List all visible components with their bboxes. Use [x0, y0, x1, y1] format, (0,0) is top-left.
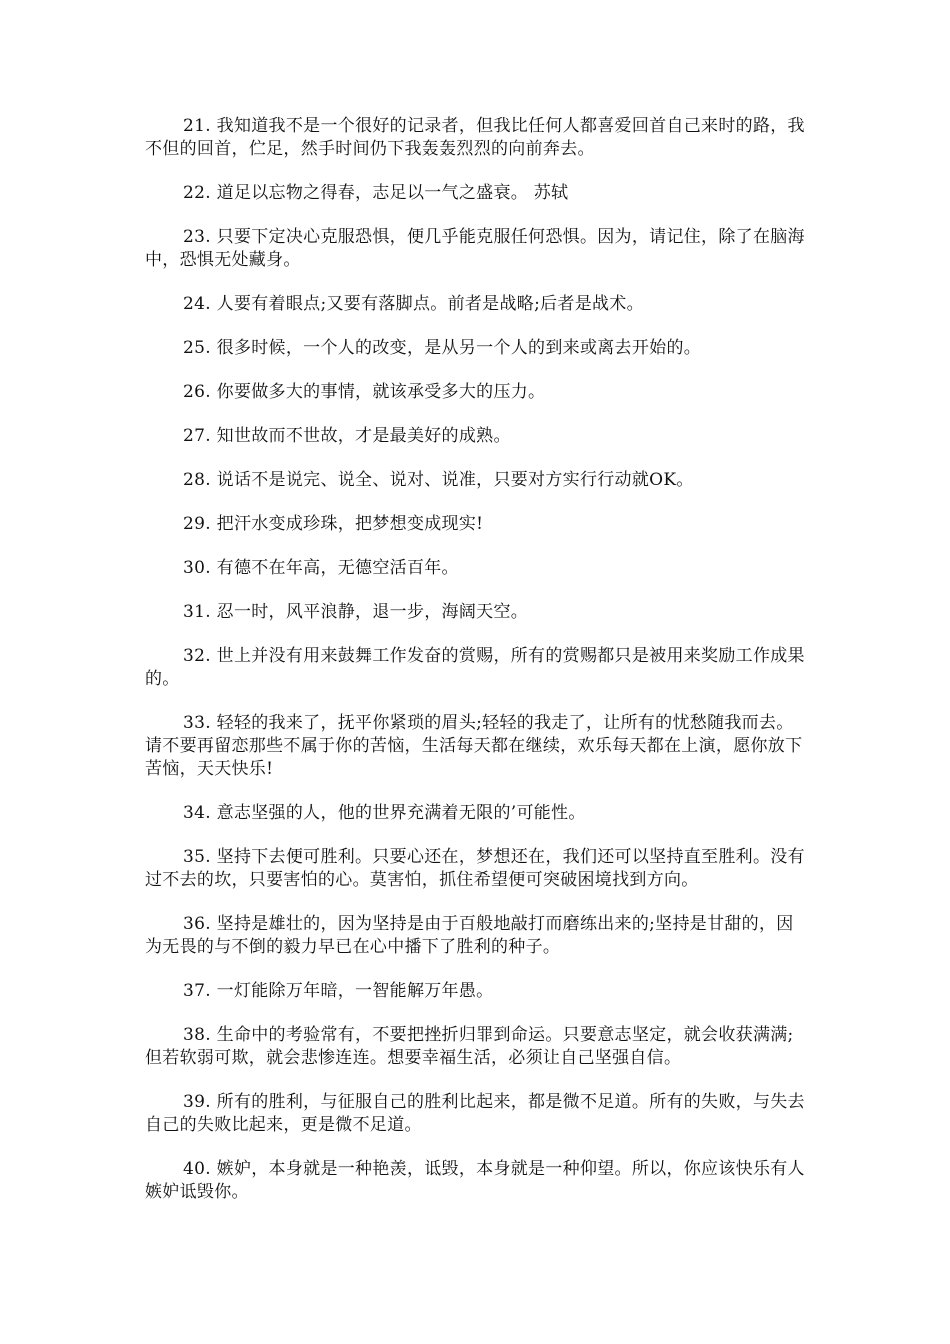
paragraph-21: 21. 我知道我不是一个很好的记录者，但我比任何人都喜爱回首自己来时的路，我不但的回首，伫足，然手时间仍下我轰轰烈烈的向前奔去。 — [145, 116, 805, 159]
paragraph-30: 30. 有德不在年高，无德空活百年。 — [183, 558, 459, 578]
paragraph-32: 32. 世上并没有用来鼓舞工作发奋的赏赐，所有的赏赐都只是被用来奖励工作成果的。 — [145, 646, 805, 689]
paragraph-37: 37. 一灯能除万年暗，一智能解万年愚。 — [183, 981, 494, 1001]
paragraph-31: 31. 忍一时，风平浪静，退一步，海阔天空。 — [183, 602, 529, 622]
document-body — [145, 115, 805, 1225]
paragraph-34: 34. 意志坚强的人，他的世界充满着无限的’可能性。 — [183, 803, 586, 823]
paragraph-33: 33. 轻轻的我来了，抚平你紧琐的眉头;轻轻的我走了，让所有的忧愁随我而去。请不要再留恋那些不属于你的苦恼，生活每天都在继续，欢乐每天都在上演，愿你放下苦恼，天天快乐! — [145, 713, 803, 779]
paragraph-29: 29. 把汗水变成珍珠，把梦想变成现实! — [183, 514, 484, 534]
paragraph-27: 27. 知世故而不世故，才是最美好的成熟。 — [183, 426, 511, 446]
paragraph-35: 35. 坚持下去便可胜利。只要心还在，梦想还在，我们还可以坚持直至胜利。没有过不去的坎，只要害怕的心。莫害怕，抓住希望便可突破困境找到方向。 — [145, 847, 805, 890]
paragraph-39: 39. 所有的胜利，与征服自己的胜利比起来，都是微不足道。所有的失败，与失去自己的失败比起来，更是微不足道。 — [145, 1092, 805, 1135]
paragraph-40: 40. 嫉妒，本身就是一种艳羡，诋毁，本身就是一种仰望。所以，你应该快乐有人嫉妒诋毁你。 — [145, 1159, 805, 1202]
paragraph-36: 36. 坚持是雄壮的，因为坚持是由于百般地敲打而磨练出来的;坚持是甘甜的，因为无畏的与不倒的毅力早已在心中播下了胜利的种子。 — [145, 914, 794, 957]
paragraph-38: 38. 生命中的考验常有，不要把挫折归罪到命运。只要意志坚定，就会收获满满;但若软弱可欺，就会悲惨连连。想要幸福生活，必须让自己坚强自信。 — [145, 1025, 794, 1068]
paragraph-28: 28. 说话不是说完、说全、说对、说准，只要对方实行行动就OK。 — [183, 470, 694, 490]
paragraph-25: 25. 很多时候，一个人的改变，是从另一个人的到来或离去开始的。 — [183, 338, 702, 358]
paragraph-22: 22. 道足以忘物之得春，志足以一气之盛衰。 苏轼 — [183, 183, 569, 203]
paragraph-23: 23. 只要下定决心克服恐惧，便几乎能克服任何恐惧。因为，请记住，除了在脑海中，恐惧无处藏身。 — [145, 227, 805, 270]
paragraph-26: 26. 你要做多大的事情，就该承受多大的压力。 — [183, 382, 546, 402]
paragraph-24: 24. 人要有着眼点;又要有落脚点。前者是战略;后者是战术。 — [183, 294, 644, 314]
